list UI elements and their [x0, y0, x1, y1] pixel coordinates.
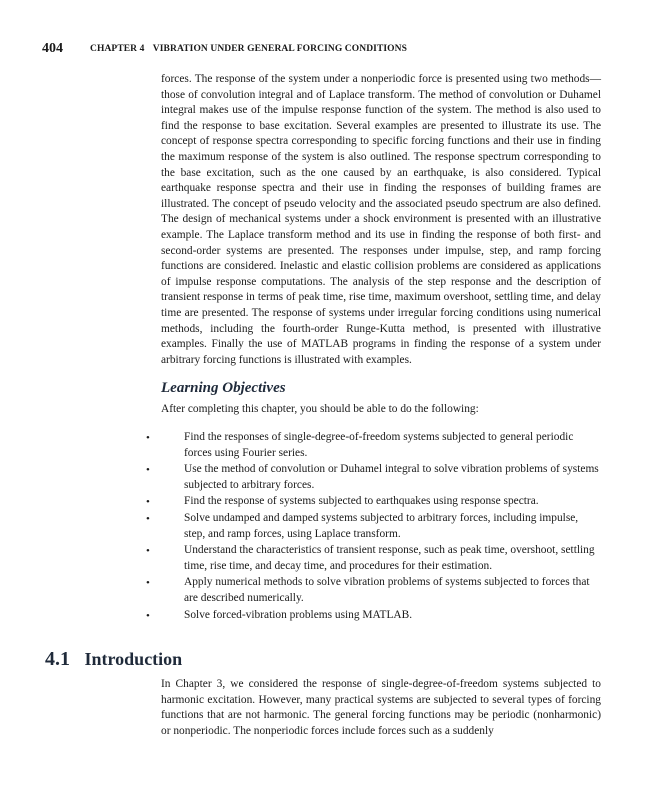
objective-item [146, 511, 601, 542]
learning-objectives-title: Learning Objectives [161, 380, 286, 396]
learning-objectives-list [146, 430, 601, 624]
objective-item [146, 494, 601, 510]
section-paragraph: In Chapter 3, we considered the response of single-degree-of-freedom systems subjected to harmonic excitation. However, many practical systems are subjected to several types of forcing functions that are not harmonic. The general forcing functions may be periodic (nonharmonic) or nonperiodic. The nonperiodic forces include forces such as a suddenly [161, 678, 601, 737]
bullet-icon: • [146, 609, 150, 622]
objective-item [146, 543, 601, 574]
objective-item [146, 462, 601, 493]
bullet-icon: • [146, 464, 150, 477]
running-header [42, 41, 602, 59]
section-number: 4.1 [45, 648, 70, 670]
objective-text: Solve undamped and damped systems subjected to arbitrary forces, including impulse, step, and ramp forces, using Laplace transform. [184, 511, 579, 540]
page-number: 404 [42, 41, 63, 56]
overview-paragraph: forces. The response of the system under a nonperiodic force is presented using two methods—those of convolution integral and of Laplace transform. The method of convolution or Duhamel integral makes use of the impulse response function of the system. The method is also used to find the response to base excitation. Several examples are presented to illustrate its use. The concept of response spectra corresponding to specific forcing functions and their use in finding the maximum response of the system is also outlined. The response spectrum corresponding to the base excitation, such as the one caused by an earthquake, is also considered. Typical earthquake response spectra and their use in finding the responses of building frames are illustrated. The concept of pseudo velocity and the associated pseudo spectrum are also defined. The design of mechanical systems under a shock environment is presented with an illustrative example. The Laplace transform method and its use in finding the response of both first- and second-order systems are presented. The responses under impulse, step, and ramp forcing functions are considered. Inelastic and elastic collision problems are considered as applications of impulse response computations. The analysis of the step response and the description of transient response in terms of peak time, rise time, maximum overshoot, settling time, and delay time are presented. The response of systems under irregular forcing conditions using numerical methods, including the fourth-order Runge-Kutta method, is presented with illustrative examples. Finally the use of MATLAB programs in finding the response of a system under arbitrary forcing functions is illustrated with examples. [161, 73, 601, 366]
section-title: Introduction [84, 649, 183, 669]
objective-text: Understand the characteristics of transient response, such as peak time, overshoot, settling time, rise time, and decay time, and procedures for their estimation. [184, 544, 595, 572]
objective-text: Find the responses of single-degree-of-freedom systems subjected to general periodic forces using Fourier series. [184, 431, 574, 459]
bullet-icon: • [146, 577, 150, 590]
section-heading [45, 648, 182, 671]
chapter-title: VIBRATION UNDER GENERAL FORCING CONDITIONS [152, 44, 408, 54]
objective-text: Use the method of convolution or Duhamel integral to solve vibration problems of systems subjected to arbitrary forces. [184, 463, 599, 491]
objective-text: Find the response of systems subjected to earthquakes using response spectra. [184, 495, 539, 508]
bullet-icon: • [146, 432, 150, 444]
objective-text: Apply numerical methods to solve vibration problems of systems subjected to forces that are described numerically. [184, 576, 590, 604]
objective-item [146, 608, 601, 624]
chapter-label: CHAPTER 4 [90, 44, 145, 54]
bullet-icon: • [146, 512, 150, 525]
learning-objectives-intro: After completing this chapter, you should be able to do the following: [161, 403, 479, 415]
bullet-icon: • [146, 496, 150, 509]
objective-item [146, 430, 601, 461]
objective-text: Solve forced-vibration problems using MATLAB. [184, 608, 413, 621]
objective-item [146, 575, 601, 606]
bullet-icon: • [146, 545, 150, 558]
running-head-title [90, 44, 407, 54]
